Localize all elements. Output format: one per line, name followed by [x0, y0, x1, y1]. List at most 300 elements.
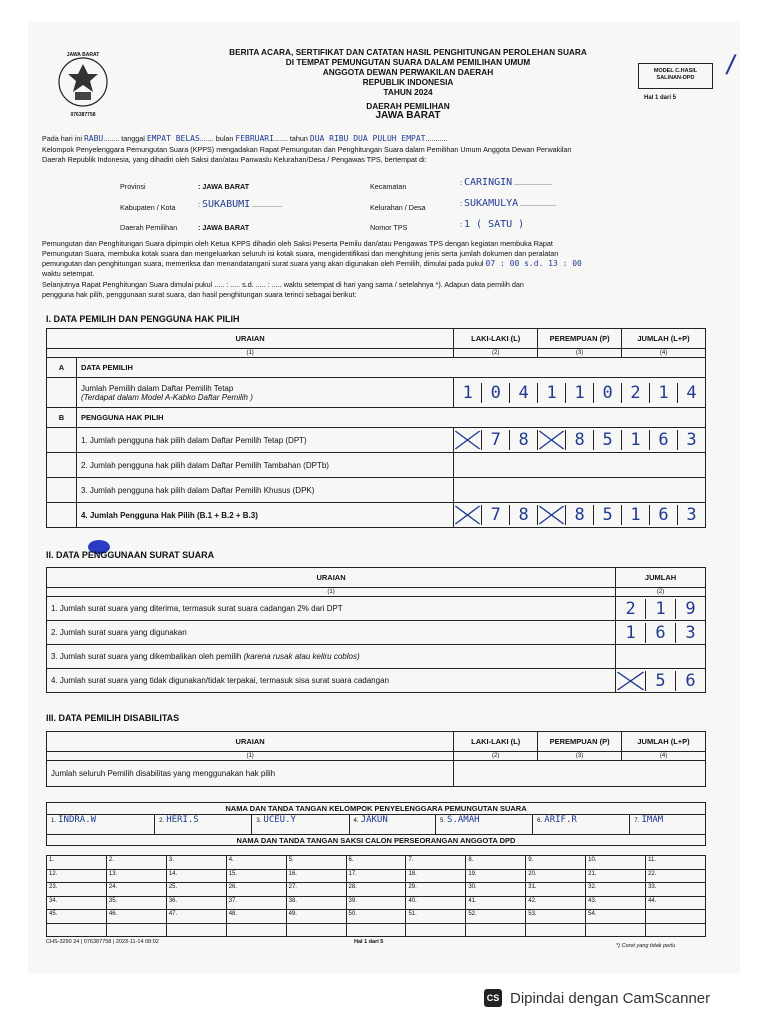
- saksi-cell: [406, 869, 466, 883]
- kpps-name: JAKUN: [360, 815, 388, 825]
- header-line-4: REPUBLIK INDONESIA: [362, 77, 454, 87]
- saksi-cell: [286, 923, 346, 937]
- saksi-cell: [106, 856, 166, 870]
- saksi-cell: [226, 910, 286, 924]
- s2-col-jumlah: JUMLAH: [616, 568, 706, 588]
- digit-box: 2: [621, 383, 649, 403]
- s2-r3-text: 3. Jumlah surat suara yang dikembalikan oleh pemilih: [51, 652, 242, 661]
- s1-b4-label: 4. Jumlah Pengguna Hak Pilih (B.1 + B.2 + B.3): [76, 503, 453, 528]
- kpps-number: 4.: [353, 818, 359, 824]
- saksi-cell: [526, 883, 586, 897]
- saksi-row: [47, 923, 706, 937]
- s1-a-title: DATA PEMILIH: [76, 358, 705, 378]
- saksi-cell: [586, 923, 646, 937]
- cross-icon: [616, 671, 645, 691]
- s1-col-j: JUMLAH (L+P): [622, 329, 706, 349]
- saksi-number: 18.: [408, 870, 417, 877]
- desa-value: SUKAMULYA: [464, 198, 519, 209]
- s1-num-4: (4): [622, 349, 706, 358]
- s1-a-label: A: [47, 358, 77, 378]
- saksi-number: 14.: [168, 870, 178, 877]
- saksi-cell: [406, 856, 466, 870]
- saksi-cell: [586, 856, 646, 870]
- saksi-number: 29.: [408, 884, 417, 890]
- crossed-box: [454, 430, 481, 450]
- header-line-2: DI TEMPAT PEMUNGUTAN SUARA DALAM PEMILIHAN UMUM: [285, 57, 531, 67]
- saksi-number: 49.: [288, 911, 297, 917]
- saksi-cell: [646, 883, 706, 897]
- bulan-value: FEBRUARI: [235, 134, 274, 143]
- saksi-row: [47, 896, 706, 910]
- digit-box: 0: [481, 383, 509, 403]
- crossed-box: [454, 505, 481, 525]
- saksi-cell: [47, 869, 107, 883]
- saksi-cell: [646, 923, 706, 937]
- saksi-cell: [166, 856, 226, 870]
- model-line-2: SALINAN-DPD: [656, 75, 695, 81]
- s2-col-uraian: URAIAN: [47, 568, 616, 588]
- kpu-logo: [54, 52, 112, 126]
- kpps-name: HERI.S: [166, 815, 199, 825]
- digit-box: 3: [677, 505, 705, 525]
- cross-icon: [454, 430, 481, 450]
- crossed-box: [537, 430, 565, 450]
- saksi-cell: [586, 883, 646, 897]
- saksi-number: 2.: [108, 857, 114, 863]
- saksi-number: 34.: [49, 897, 58, 904]
- saksi-number: 48.: [228, 911, 238, 917]
- body-p3: pemungutan dan penghitungan suara, memeriksa dan menandatangani surat suara yang akan digunakan oleh Pemilih, dimulai pada pukul: [42, 259, 484, 268]
- digit-box: 8: [565, 430, 593, 450]
- kpps-number: 6.: [537, 818, 543, 824]
- s1-col-p: PEREMPUAN (P): [538, 329, 622, 349]
- kecamatan-field: : CARINGIN ...................: [460, 177, 553, 188]
- s3-num-1: (1): [47, 752, 454, 761]
- logo-number: 076387758: [70, 112, 96, 118]
- kpps-number: 7.: [634, 818, 640, 824]
- saksi-number: 5.: [288, 857, 294, 863]
- saksi-number: 33.: [648, 884, 657, 890]
- digit-box: 1: [565, 383, 593, 403]
- pen-mark: /: [724, 50, 739, 78]
- saksi-number: 31.: [528, 884, 537, 890]
- digit-box: 6: [645, 623, 675, 643]
- saksi-number: 4.: [228, 857, 234, 863]
- digit-box: 1: [625, 622, 636, 643]
- tanggal-value: EMPAT BELAS: [146, 134, 200, 143]
- saksi-row: [47, 856, 706, 870]
- kpps-name: INDRA.W: [58, 815, 97, 825]
- saksi-grid: [46, 855, 706, 937]
- s3-col-j: JUMLAH (L+P): [622, 732, 706, 752]
- s1-b3-label: 3. Jumlah pengguna hak pilih dalam Daftar Pemilih Khusus (DPK): [76, 478, 453, 503]
- tahun-label: tahun: [289, 134, 308, 143]
- saksi-number: 40.: [408, 897, 417, 904]
- saksi-number: 24.: [108, 884, 118, 890]
- saksi-cell: [586, 869, 646, 883]
- footer-code: CHS-3290 24 | 076387758 | 2023-11-14 08:02: [46, 939, 159, 945]
- s2-r2-values: [616, 621, 706, 645]
- desa-field: : SUKAMULYA ..................: [460, 198, 557, 209]
- s1-col-l: LAKI-LAKI (L): [454, 329, 538, 349]
- saksi-cell: [47, 910, 107, 924]
- s1-a-row-label: Jumlah Pemilih dalam Daftar Pemilih Tetap: [80, 383, 234, 393]
- saksi-cell: [166, 869, 226, 883]
- s1-num-1: (1): [47, 349, 454, 358]
- saksi-cell: [47, 883, 107, 897]
- dapil-value: JAWA BARAT: [375, 110, 441, 121]
- saksi-number: 20.: [528, 870, 537, 877]
- kecamatan-value: CARINGIN: [464, 177, 513, 188]
- s1-col-uraian: URAIAN: [47, 329, 454, 349]
- saksi-number: 32.: [588, 884, 597, 890]
- signature-table: [46, 802, 706, 846]
- saksi-number: 39.: [348, 897, 357, 904]
- saksi-cell: [346, 869, 406, 883]
- saksi-number: 13.: [108, 870, 118, 877]
- body-p6: pengguna hak pilih, penggunaan surat suara, dan hasil penghitungan suara terinci sebagai berikut:: [42, 290, 357, 299]
- section3-table: [46, 731, 706, 787]
- saksi-number: 46.: [108, 911, 118, 917]
- saksi-number: 42.: [528, 897, 537, 904]
- saksi-cell: [106, 883, 166, 897]
- saksi-number: 19.: [468, 870, 477, 877]
- pada-hari-label: Pada hari ini: [42, 134, 82, 143]
- saksi-number: 47.: [168, 911, 178, 917]
- saksi-cell: [406, 896, 466, 910]
- kpps-signature-cell: [155, 815, 252, 835]
- kpps-name: S.AMAH: [447, 815, 480, 825]
- digit-box: 8: [509, 430, 537, 450]
- saksi-cell: [466, 869, 526, 883]
- kpps-signature-cell: [47, 815, 155, 835]
- kpps-name: IMAM: [641, 815, 664, 825]
- saksi-row: [47, 910, 706, 924]
- saksi-cell: [106, 910, 166, 924]
- kabupaten-label: Kabupaten / Kota: [120, 203, 176, 212]
- body-p4: waktu setempat.: [42, 269, 95, 278]
- saksi-cell: [526, 856, 586, 870]
- saksi-cell: [526, 910, 586, 924]
- crossed-box: [616, 671, 645, 691]
- footer-page: Hal 1 dari 5: [354, 939, 384, 945]
- hari-value: RABU: [83, 134, 104, 143]
- saksi-number: 35.: [108, 897, 118, 904]
- s3-col-l: LAKI-LAKI (L): [454, 732, 538, 752]
- cross-icon: [538, 505, 565, 525]
- saksi-cell: [526, 869, 586, 883]
- digit-box: 9: [675, 599, 705, 619]
- section2-title: II. DATA PENGGUNAAN SURAT SUARA: [46, 550, 215, 560]
- tanggal-label: tanggal: [121, 134, 145, 143]
- saksi-number: 3.: [168, 857, 174, 863]
- s2-r1-label: 1. Jumlah surat suara yang diterima, termasuk surat suara cadangan 2% dari DPT: [47, 597, 616, 621]
- saksi-cell: [286, 896, 346, 910]
- footer-note: *) Coret yang tidak perlu: [616, 943, 676, 949]
- kabupaten-field: : SUKABUMI ...............: [198, 199, 283, 210]
- saksi-cell: [646, 856, 706, 870]
- s3-col-uraian: URAIAN: [47, 732, 454, 752]
- saksi-number: 12.: [49, 870, 58, 877]
- bulan-label: bulan: [215, 134, 234, 143]
- saksi-number: 51.: [408, 911, 417, 917]
- saksi-number: 30.: [468, 884, 477, 890]
- saksi-cell: [466, 896, 526, 910]
- saksi-number: 41.: [468, 897, 477, 904]
- saksi-cell: [646, 869, 706, 883]
- saksi-number: 53.: [528, 911, 537, 917]
- saksi-title: NAMA DAN TANDA TANGAN SAKSI CALON PERSEORANGAN ANGGOTA DPD: [47, 835, 706, 846]
- page-number-top: Hal 1 dari 5: [644, 95, 677, 101]
- s3-col-p: PEREMPUAN (P): [538, 732, 622, 752]
- s2-num-2: (2): [616, 588, 706, 597]
- dapil-label: DAERAH PEMILIHAN: [366, 101, 450, 111]
- digit-box: 5: [593, 430, 621, 450]
- saksi-number: 22.: [648, 870, 657, 877]
- digit-box: 7: [481, 430, 509, 450]
- kpps-number: 3.: [256, 818, 262, 824]
- saksi-cell: [346, 923, 406, 937]
- cross-icon: [454, 505, 481, 525]
- kpps-signature-cell: [349, 815, 435, 835]
- digit-box: 2: [625, 598, 636, 619]
- saksi-number: 17.: [348, 870, 357, 877]
- tahun-value: DUA RIBU DUA PULUH EMPAT: [309, 134, 426, 143]
- saksi-cell: [47, 856, 107, 870]
- body-p1: Pemungutan dan Penghitungan Suara dipimpin oleh Ketua KPPS dihadiri oleh Saksi Peserta Pemilu dan/atau Pengawas TPS dengan kegiatan membuka Rapat: [42, 239, 553, 248]
- saksi-cell: [346, 883, 406, 897]
- camscanner-watermark: [484, 985, 744, 1011]
- kabupaten-value: SUKABUMI: [202, 199, 251, 210]
- digit-box: 6: [649, 430, 677, 450]
- saksi-number: 44.: [648, 897, 657, 904]
- saksi-number: 52.: [468, 911, 477, 917]
- s2-r3-label: [47, 645, 616, 669]
- tps-value: 1 ( SATU ): [464, 219, 525, 230]
- saksi-number: 21.: [588, 870, 597, 877]
- saksi-cell: [406, 923, 466, 937]
- saksi-number: 10.: [588, 857, 597, 863]
- saksi-number: 7.: [408, 857, 414, 863]
- digit-box: 0: [593, 383, 621, 403]
- saksi-cell: [226, 896, 286, 910]
- digit-box: 4: [509, 383, 537, 403]
- saksi-number: 36.: [168, 897, 178, 904]
- saksi-number: 9.: [528, 857, 534, 863]
- section1-table: [46, 328, 706, 528]
- section3-title: III. DATA PEMILIH DISABILITAS: [46, 713, 180, 723]
- saksi-cell: [346, 856, 406, 870]
- saksi-cell: [466, 923, 526, 937]
- saksi-cell: [226, 923, 286, 937]
- model-line-1: MODEL C.HASIL: [653, 68, 698, 74]
- saksi-cell: [526, 923, 586, 937]
- digit-box: 7: [481, 505, 509, 525]
- saksi-number: 23.: [49, 884, 58, 890]
- saksi-cell: [106, 869, 166, 883]
- saksi-cell: [166, 896, 226, 910]
- saksi-cell: [406, 883, 466, 897]
- digit-box: 5: [593, 505, 621, 525]
- tps-field: : 1 ( SATU ): [460, 219, 525, 230]
- logo-top-text: JAWA BARAT: [66, 52, 100, 58]
- kpps-signature-cell: [252, 815, 349, 835]
- s3-num-3: (3): [538, 752, 622, 761]
- saksi-number: 1.: [49, 857, 55, 863]
- saksi-cell: [166, 883, 226, 897]
- s1-b2-label: 2. Jumlah pengguna hak pilih dalam Daftar Pemilih Tambahan (DPTb): [76, 453, 453, 478]
- saksi-cell: [166, 923, 226, 937]
- saksi-cell: [286, 856, 346, 870]
- saksi-cell: [346, 910, 406, 924]
- saksi-cell: [226, 883, 286, 897]
- s2-r2-label: 2. Jumlah surat suara yang digunakan: [47, 621, 616, 645]
- saksi-number: 43.: [588, 897, 597, 904]
- section2-table: [46, 567, 706, 693]
- s3-row-label: Jumlah seluruh Pemilih disabilitas yang menggunakan hak pilih: [47, 761, 454, 787]
- saksi-number: 50.: [348, 911, 357, 917]
- dapil-row-value: : JAWA BARAT: [198, 223, 250, 232]
- digit-box: 4: [677, 383, 705, 403]
- saksi-cell: [286, 883, 346, 897]
- body-p3-line: [42, 259, 732, 269]
- s2-r4-values: [616, 669, 706, 693]
- s2-r3-values: [616, 645, 706, 669]
- digit-box: 1: [621, 505, 649, 525]
- kpps-number: 2.: [159, 818, 165, 824]
- saksi-number: 15.: [228, 870, 238, 877]
- s3-num-4: (4): [622, 752, 706, 761]
- header-line-3: ANGGOTA DEWAN PERWAKILAN DAERAH: [322, 67, 494, 77]
- cross-icon: [538, 430, 565, 450]
- saksi-cell: [586, 910, 646, 924]
- digit-box: 1: [649, 383, 677, 403]
- kpps-number: 5.: [439, 818, 445, 824]
- digit-box: 6: [649, 505, 677, 525]
- kpps-signature-cell: [435, 815, 532, 835]
- digit-box: 1: [645, 599, 675, 619]
- saksi-cell: [646, 896, 706, 910]
- s1-b-label: B: [47, 408, 77, 428]
- dapil-row-label: Daerah Pemilihan: [120, 223, 178, 232]
- s1-b4-values: [454, 503, 706, 528]
- s1-b3-values: [454, 478, 706, 503]
- digit-box: 6: [675, 671, 705, 691]
- saksi-number: 8.: [468, 857, 474, 863]
- tps-label: Nomor TPS: [370, 223, 408, 232]
- digit-box: 3: [675, 623, 705, 643]
- kpps-signature-cell: [630, 815, 706, 835]
- body-p5: Selanjutnya Rapat Penghitungan Suara dimulai pukul ..... : ..... s.d. ..... : ..... waktu setempat di hari yang sama / setelahnya *). Adapun data pemilih dan: [42, 280, 524, 289]
- saksi-number: 6.: [348, 857, 354, 863]
- digit-box: 8: [509, 505, 537, 525]
- s1-b1-values: [454, 428, 706, 453]
- section1-title: I. DATA PEMILIH DAN PENGGUNA HAK PILIH: [46, 314, 240, 324]
- s2-r3-note: (karena rusak atau keliru coblos): [243, 652, 360, 661]
- document-page: [28, 22, 740, 974]
- saksi-number: 45.: [49, 911, 58, 917]
- saksi-cell: [106, 923, 166, 937]
- body-p3-time: 07 : 00 s.d. 13 : 00: [485, 259, 582, 268]
- model-box: [638, 63, 713, 89]
- saksi-cell: [47, 923, 107, 937]
- kpps-name: UCEU.Y: [263, 815, 296, 825]
- provinsi-value: : JAWA BARAT: [198, 182, 250, 191]
- s1-b2-values: [454, 453, 706, 478]
- camscanner-text: Dipindai dengan CamScanner: [510, 989, 711, 1007]
- saksi-cell: [286, 910, 346, 924]
- s2-r1-values: [616, 597, 706, 621]
- s1-b1-label: 1. Jumlah pengguna hak pilih dalam Daftar Pemilih Tetap (DPT): [76, 428, 453, 453]
- saksi-cell: [106, 896, 166, 910]
- saksi-number: 16.: [288, 870, 297, 877]
- s2-num-1: (1): [47, 588, 616, 597]
- kpps-name: ARIF.R: [544, 815, 577, 825]
- digit-box: 3: [677, 430, 705, 450]
- header-line-5: TAHUN 2024: [383, 87, 433, 97]
- digit-box: 5: [645, 671, 675, 691]
- s1-a-row: [76, 378, 453, 408]
- saksi-number: 27.: [288, 884, 297, 890]
- digit-box: 1: [462, 382, 473, 403]
- saksi-number: 54.: [588, 911, 597, 917]
- saksi-row: [47, 883, 706, 897]
- s3-row-values: [454, 761, 706, 787]
- kpps-signature-cell: [533, 815, 630, 835]
- digit-box: 8: [565, 505, 593, 525]
- saksi-cell: [526, 896, 586, 910]
- kpps-title: NAMA DAN TANDA TANGAN KELOMPOK PENYELENGGARA PEMUNGUTAN SUARA: [47, 803, 706, 815]
- saksi-cell: [226, 869, 286, 883]
- s1-num-2: (2): [454, 349, 538, 358]
- saksi-cell: [47, 896, 107, 910]
- saksi-number: 28.: [348, 884, 357, 890]
- kpps-number: 1.: [51, 818, 57, 824]
- saksi-cell: [226, 856, 286, 870]
- saksi-cell: [406, 910, 466, 924]
- s2-r4-label: 4. Jumlah surat suara yang tidak digunakan/tidak terpakai, termasuk sisa surat suara cadangan: [47, 669, 616, 693]
- intro-para-1: Kelompok Penyelenggara Pemungutan Suara (KPPS) mengadakan Rapat Pemungutan dan Penghitungan Suara dalam Pemilihan Umum Anggota Dewan Perwakilan: [42, 145, 572, 154]
- saksi-cell: [466, 856, 526, 870]
- kpps-signature-row: [47, 815, 706, 835]
- saksi-cell: [586, 896, 646, 910]
- saksi-cell: [166, 910, 226, 924]
- header-line-1: BERITA ACARA, SERTIFIKAT DAN CATATAN HASIL PENGHITUNGAN PEROLEHAN SUARA: [229, 47, 587, 57]
- saksi-cell: [466, 910, 526, 924]
- intro-para-2: Daerah Republik Indonesia, yang dihadiri oleh Saksi dan/atau Panwaslu Kelurahan/Desa / Pengawas TPS, bertempat di:: [42, 155, 427, 164]
- saksi-number: 26.: [228, 884, 238, 890]
- s3-num-2: (2): [454, 752, 538, 761]
- saksi-cell: [286, 869, 346, 883]
- s1-b-title: PENGGUNA HAK PILIH: [76, 408, 705, 428]
- provinsi-label: Provinsi: [120, 182, 146, 191]
- camscanner-icon: CS: [484, 989, 502, 1007]
- saksi-number: 11.: [648, 857, 656, 863]
- digit-box: 1: [621, 430, 649, 450]
- saksi-cell: [466, 883, 526, 897]
- saksi-number: 38.: [288, 897, 297, 904]
- digit-box: 1: [537, 383, 565, 403]
- saksi-cell: [346, 896, 406, 910]
- s1-a-values: [454, 378, 706, 408]
- saksi-number: 25.: [168, 884, 178, 890]
- kecamatan-label: Kecamatan: [370, 182, 407, 191]
- intro-date-line: Pada hari ini RABU........ tanggal EMPAT BELAS....... bulan FEBRUARI....... tahun DUA RIBU DUA PULUH EMPAT...........: [42, 134, 448, 143]
- saksi-cell: [646, 910, 706, 924]
- desa-label: Kelurahan / Desa: [370, 203, 426, 212]
- s1-a-row-note: (Terdapat dalam Model A-Kabko Daftar Pemilih ): [80, 392, 253, 402]
- crossed-box: [537, 505, 565, 525]
